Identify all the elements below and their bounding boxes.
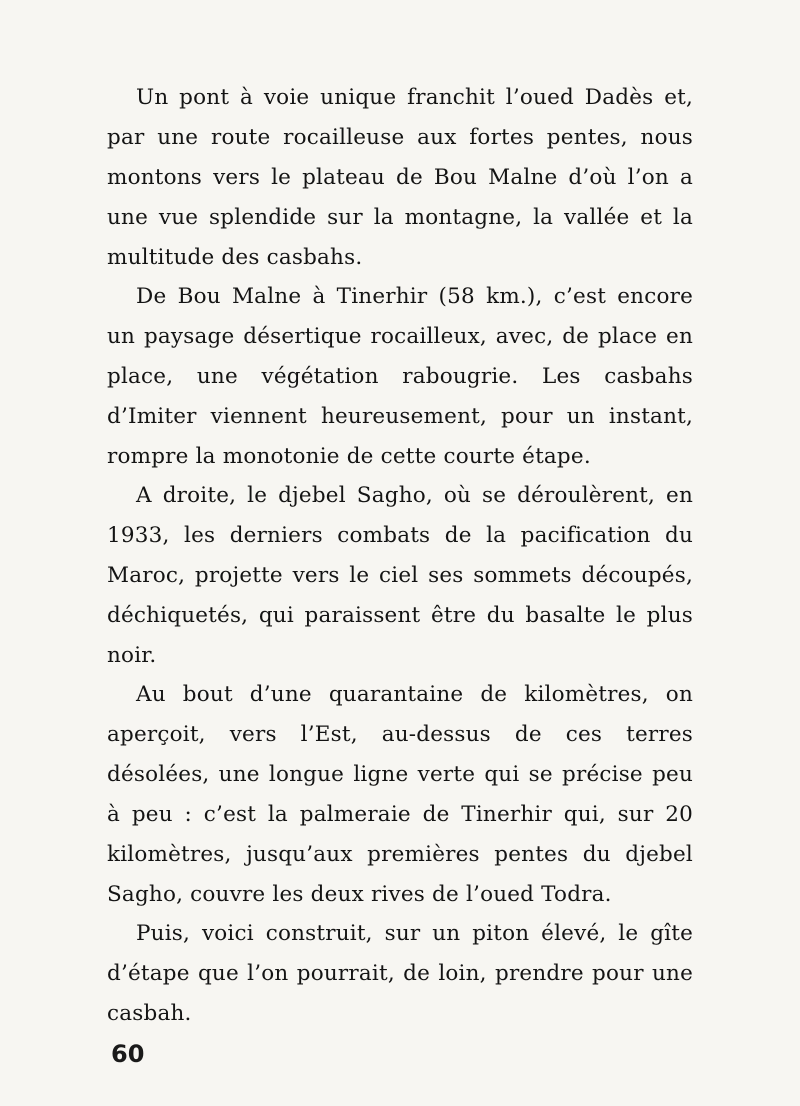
paragraph-3: A droite, le djebel Sagho, où se déroulèrent, en 1933, les derniers combats de la pacification du Maroc, projette vers le ciel ses sommets découpés, déchiquetés, qui paraissent être du basalte le plus noir. <box>107 483 693 668</box>
paragraph-2: De Bou Malne à Tinerhir (58 km.), c’est encore un paysage désertique rocailleux, avec, de place en place, une végétation rabougrie. Les casbahs d’Imiter viennent heureusement, pour un instant, rompre la monotonie de cette courte étape. <box>107 284 693 469</box>
paragraph-5: Puis, voici construit, sur un piton élevé, le gîte d’étape que l’on pourrait, de loin, prendre pour une casbah. <box>107 921 693 1026</box>
paragraph-4: Au bout d’une quarantaine de kilomètres, on aperçoit, vers l’Est, au-dessus de ces terres désolées, une longue ligne verte qui se précise peu à peu : c’est la palmeraie de Tinerhir qui, sur 20 kilomètres, jusqu’aux premières pentes du djebel Sagho, couvre les deux rives de l’oued Todra. <box>107 682 693 907</box>
body-text <box>107 78 693 1033</box>
paragraph-1: Un pont à voie unique franchit l’oued Dadès et, par une route rocailleuse aux fortes pentes, nous montons vers le plateau de Bou Malne d’où l’on a une vue splendide sur la montagne, la vallée et la multitude des casbahs. <box>107 85 693 270</box>
page-number: 60 <box>111 1040 145 1068</box>
